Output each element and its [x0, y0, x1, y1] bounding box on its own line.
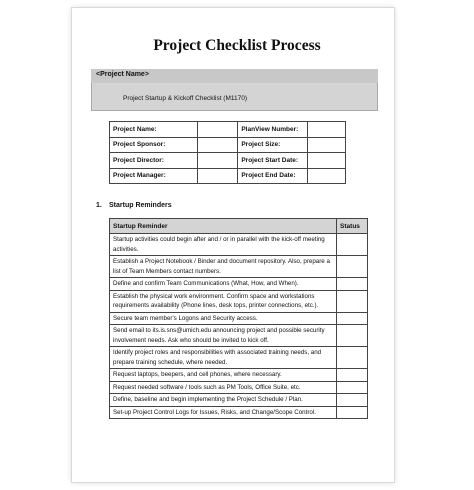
reminder-text: Secure team member's Logons and Security access.	[110, 312, 337, 325]
status-cell[interactable]	[337, 325, 368, 347]
checklist-subtitle: Project Startup & Kickoff Checklist (M1170)	[123, 95, 248, 102]
section-title: Startup Reminders	[109, 202, 172, 209]
table-header-row	[110, 219, 368, 234]
info-row	[110, 153, 346, 169]
reminder-text: Establish the physical work environment. Confirm space and workstations requirements availability (Phone lines, desk tops, printer connections, etc.).	[110, 290, 337, 312]
status-cell[interactable]	[337, 256, 368, 278]
status-cell[interactable]	[337, 278, 368, 291]
info-row	[110, 122, 346, 138]
table-row	[110, 325, 368, 347]
info-label-right: Project Size:	[238, 137, 307, 153]
reminder-text: Establish a Project Notebook / Binder and document repository. Also, prepare a list of Team Members contact numbers.	[110, 256, 337, 278]
info-label-right: Project Start Date:	[238, 153, 307, 169]
info-value-left[interactable]	[197, 122, 237, 138]
reminder-text: Startup activities could begin after and / or in parallel with the kick-off meeting activities.	[110, 234, 337, 256]
info-row	[110, 137, 346, 153]
info-value-left[interactable]	[197, 168, 237, 184]
info-value-left[interactable]	[197, 137, 237, 153]
info-value-left[interactable]	[197, 153, 237, 169]
column-header-status: Status	[337, 219, 368, 234]
reminder-text: Set-up Project Control Logs for Issues, Risks, and Change/Scope Control.	[110, 406, 337, 419]
info-row	[110, 168, 346, 184]
info-label-left: Project Sponsor:	[110, 137, 198, 153]
reminder-text: Identify project roles and responsibilities with associated training needs, and prepare training schedule, where needed.	[110, 347, 337, 369]
info-value-right[interactable]	[307, 122, 345, 138]
status-cell[interactable]	[337, 369, 368, 382]
table-row	[110, 394, 368, 407]
status-cell[interactable]	[337, 347, 368, 369]
table-row	[110, 312, 368, 325]
info-label-right: PlanView Number:	[238, 122, 307, 138]
reminder-text: Request laptops, beepers, and cell phones, where necessary.	[110, 369, 337, 382]
reminder-text: Request needed software / tools such as PM Tools, Office Suite, etc.	[110, 381, 337, 394]
project-name-placeholder: <Project Name>	[96, 71, 149, 78]
startup-reminders-table	[109, 218, 368, 419]
status-cell[interactable]	[337, 406, 368, 419]
info-value-right[interactable]	[307, 137, 345, 153]
reminder-text: Define, baseline and begin implementing the Project Schedule / Plan.	[110, 394, 337, 407]
project-info-table	[109, 121, 346, 184]
info-value-right[interactable]	[307, 153, 345, 169]
page-title: Project Checklist Process	[153, 37, 321, 54]
table-row	[110, 369, 368, 382]
section-number: 1.	[96, 202, 102, 209]
info-label-left: Project Name:	[110, 122, 198, 138]
info-label-left: Project Director:	[110, 153, 198, 169]
reminder-text: Define and confirm Team Communications (What, How, and When).	[110, 278, 337, 291]
info-label-right: Project End Date:	[238, 168, 307, 184]
table-row	[110, 347, 368, 369]
status-cell[interactable]	[337, 394, 368, 407]
table-row	[110, 381, 368, 394]
status-cell[interactable]	[337, 290, 368, 312]
status-cell[interactable]	[337, 234, 368, 256]
status-cell[interactable]	[337, 312, 368, 325]
status-cell[interactable]	[337, 381, 368, 394]
table-row	[110, 234, 368, 256]
info-label-left: Project Manager:	[110, 168, 198, 184]
table-row	[110, 278, 368, 291]
table-row	[110, 290, 368, 312]
reminder-text: Send email to its.is.sns@umich.edu announcing project and possible security involvement needs. Ask who should be invited to kick off.	[110, 325, 337, 347]
column-header-reminder: Startup Reminder	[110, 219, 337, 234]
info-value-right[interactable]	[307, 168, 345, 184]
table-row	[110, 406, 368, 419]
table-row	[110, 256, 368, 278]
